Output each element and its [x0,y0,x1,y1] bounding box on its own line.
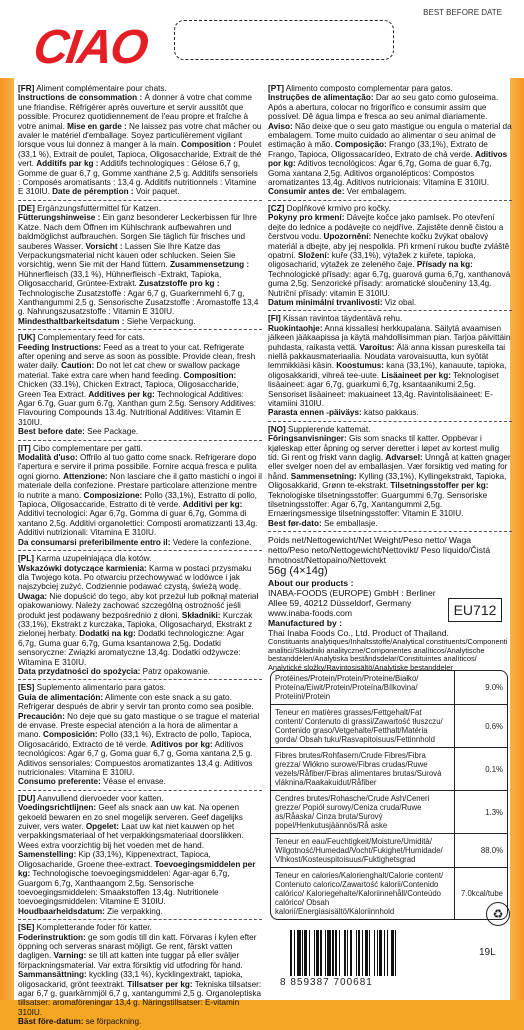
section-text: [ES] Suplemento alimentario para gatos. Guía de alimentación: Alimente con este snack a su gato. Refrigerar después de abrir y servir tan pronto como sea posible. Precaución: No deje que su gato mastique o se trague el material de envase. Preste especial atención a la hora de alimentar a mano. Composición: Pollo (33,1 %), Extracto de pollo, Tapioca, Oligosacárido, Extracto de té verde. Aditivos por kg: Aditivos tecnológicos: Agar 6,7 g, Goma guar 6,7 g, Goma xantana 2,5 g. Aditivos sensoriales: Compuestos aromatizantes 13,4 g. Aditivos nutricionales: Vitamina E 310IU. Consumo preferente: Véase el envase. [18,683,260,787]
about-label: About our products : [268,578,354,589]
manufactured-label: Manufactured by : [268,618,343,629]
section-separator [268,310,512,311]
section-separator [268,531,512,532]
section-text: [FI] Kissan ravintoa täydentävä rehu. Ruokintaohje: Anna kissallesi herkkupalana. Säilytä avaamisen jälkeen jääkaapissa ja käytä mahdollisimman pian. Tarjoa päivittäin puhdasta, raikasta vettä. Varoitus: Älä anna kissan pureskella tai niellä pakkausmateriaalia. Noudata varovaisuutta, kun syötät lemmikkiäsi käsin. Koostumus: kana (33,1%), kanauute, tapioka, oligosakkaridi, vihreä tee-uute. Lisäaineet per kg: Teknologiset lisäaineet: agar 6,7g, guarkumi 6,7g, ksantaanikumi 2,5g. Sensoriset lisäaineet: makuaineet 13,4g. Ravintolisäaineet: E-vitamiini 310IU. Parasta ennen -päiväys: katso pakkaus. [268,314,511,418]
section-text: [CZ] Doplňkové krmivo pro kočky. Pokyny pro krmení: Dávejte kočce jako pamlsek. Po otevření dejte do lednice a podávejte co nejdříve. Zajistěte denně čistou a čerstvou vodu. Upozornění: Nenechte kočku žvýkat obalový materiál a dbejte, aby jej nespolkla. Při krmení rukou buďte zvláště opatrní. Složení: kuře (33,1%), výtažek z kuřete, tapioka, oligosacharid, výtažek ze zeleného čaje. Přísady na kg: Technologické přísady: agar 6,7g, guarová guma 6,7g, xanthanová guma 2,5g. Senzorické přísady: aromatické sloučeniny 13,4g. Nutriční přísady: vitamin E 310IU. Datum minimální trvanlivosti: Viz obal. [268,203,511,307]
section-separator [18,200,262,201]
left-section [18,444,262,547]
right-orange-border [510,78,524,1000]
left-orange-border [0,78,14,1000]
nutrition-label: Protéines/Protein/Protein/Proteine/Białko/ Proteína/Eiwit/Protein/Proteína/Bílkovina/ Proteiini/Protein [275,674,419,701]
left-section [18,554,262,676]
barcode-number: 8 859387 700681 [280,977,373,988]
about-company: INABA-FOODS (EUROPE) GmbH : Berliner Allee 59, 40212 Düsseldorf, Germany www.inaba-foods.com [268,588,436,619]
section-separator [18,329,262,330]
right-section [268,314,512,417]
nutrition-value: 0.1% [454,748,507,790]
right-section [268,204,512,307]
nutrition-label: Cendres brutes/Rohasche/Crude Ash/Ceneri grezze/ Popiół surowy/Ceniza cruda/Ruwe as/Råaska/ Cinza bruta/Surový popel/Henkutusjäännös/Rå aske [275,794,430,830]
best-before-box [174,20,394,60]
nutrition-value: 0.6% [454,705,507,747]
recycle-icon: ♻ [486,902,510,926]
left-section [18,794,262,916]
nutrition-row [271,705,507,748]
left-column [18,84,262,1030]
recycling-code: 19L [479,947,496,958]
net-weight-value: 56g (4×14g) [268,565,328,578]
barcode [290,930,460,976]
right-column [268,84,512,673]
nutrition-table [270,670,508,920]
nutrition-label: Teneur en calories/Kalorienghalt/Calorie content/ Contenuto calorico/Zawartość kalorii/Contenido calórico/ Kaloriegehalte/Kaloriinnehåll/Conteúdo calórico/ Obsah kalorií/Energiasisältö/Kaloriinnhold [275,871,444,916]
left-section [18,333,262,436]
section-separator [268,200,512,201]
section-text: [DU] Aanvullend diervoeder voor katten. Voedingsrichtlijnen: Geef als snack aan uw kat. Na openen gekoeld bewaren en zo snel mogelijk serveren. Geef dagelijks zuiver, vers water. Opgelet: Laat uw kat niet kauwen op het verpakkingsmateriaal of het verpakkingsmateriaal doorslikken. Wees extra voorzichtig bij het voeden met de hand. Samenstelling: Kip (33,1%), Kippenextract, Tapioca, Oligosacharide, Groene thee-extract. Toevoegingsmiddelen per kg: Technologische toevoegingsmiddelen: Agar-agar 6,7g, Guargom 6,7g, Xanthaangom 2,5g. Sensorische toevoegingsmiddelen: Smaakstoffen 13,4g. Nutritionele toevoegingsmiddelen: Vitamine E 310IU. Houdbaarheidsdatum: Zie verpakking. [18,793,256,916]
net-weight-label: Poids net/Nettogewicht/Net Weight/Peso netto/ Waga netto/Peso neto/Nettogewicht/Nettovikt/ Peso líquido/Čistá hmotnost/Nettopaino/Nettovekt [268,535,491,566]
section-text: [UK] Complementary feed for cats. Feeding Instructions: Feed as a treat to your cat. Refrigerate after opening and serve as soon as possible. Provide clean, fresh water daily. Caution: Do not let cat chew or swallow package material. Take extra care when hand feeding. Composition: Chicken (33.1%), Chicken Extract, Tapioca, Oligosaccharide, Green Tea Extract. Additives per kg: Technological Additives: Agar 6.7g, Guar gum 6.7g, Xanthan gum 2.5g. Sensory Additives: Flavouring Compounds 13.4g. Nutritional Additives: Vitamin E 310IU. Best before date: See Package. [18,333,257,437]
nutrition-value: 7.0kcal/tube [454,868,507,919]
manufacturer: Thai Inaba Foods Co., Ltd. Product of Thailand. [268,628,449,639]
right-section [268,84,512,197]
nutrition-value: 1.3% [454,791,507,833]
nutrition-row [271,834,507,868]
left-section [18,923,262,1026]
eu-code: EU712 [448,598,502,622]
left-section [18,204,262,326]
left-section [18,683,262,786]
section-separator [18,790,262,791]
section-text: [IT] Cibo complementare per gatti. Modalità d'uso: Offrilo al tuo gatto come snack. Refrigerare dopo l'apertura e servire il prima possibile. Fornire acqua fresca e pulita ogni giorno. Attenzione: Non lasciare che il gatto mastichi o ingoi il materiale della confezione. Prestare particolare attenzione mentre lo nutrite a mano. Composizione: Pollo (33,1%), Estratto di pollo, Tapioca, Oligosaccaride, Estratto di tè verde. Additivi per kg: Additivi tecnologici: Agar 6,7g, Gomma di guar 6,7g, Gomma di xantano 2,5g. Additivi organolettici: Composti aromatizzanti 13,4g. Additivi nutrizionali: Vitamina E 310IU. Da consumarsi preferibilmente entro il: Vedere la confezione. [18,443,262,547]
section-text: [PT] Alimento composto complementar para gatos. Instruções de alimentação: Dar ao seu gato como guloseima. Após a abertura, colocar no frigorífico e consumir assim que possível. Dê água limpa e fresca ao seu animal diariamente. Aviso: Não deixe que o seu gato mastigue ou engula o material da embalagem. Tome muito cuidado ao alimentar o seu animal de estimação à mão. Composição: Frango (33,1%), Extrato de Frango, Tapioca, Oligossacarídeo, Extrato de chá verde. Aditivos por kg: Aditivos tecnológicos: Ágar 6,7g, Goma de guar 6,7g, Goma xantana 2,5g. Aditivos organolépticos: Compostos aromatizantes 13,4g. Aditivos nutricionais: Vitamina E 310IU. Consumir antes de: Ver embalagem. [268,84,512,197]
nutrition-value: 88.0% [454,834,507,867]
right-section [268,425,512,528]
best-before-label: BEST BEFORE DATE [423,8,502,17]
nutrition-row [271,748,507,791]
nutrition-row [271,671,507,705]
nutrition-row [271,868,507,919]
section-text: [SE] Kompletterande foder för katter. Foderinstruktion: ge som godis till din katt. Förvaras i kylen efter öppning och serveras snarast möjligt. Ge rent, färskt vatten dagligen. Varning: se till att katten inte tuggar på eller sväljer förpackningsmaterial. Var extra försiktig vid utfodring för hand. Sammansättning: kyckling (33,1 %), kycklingextrakt, tapioka, oligosackarid, grönt teextrakt. Tillsatser per kg: Tekniska tillsatser: agar 6,7 g, guarkärnmjöl 6,7 g, xantangummi 2,5 g. Organoleptiska tillsatser: aromaföreningar 13,4 g. Näringstillsatser: E-vitamin 310IU. Bäst före-datum: se förpackning. [18,923,262,1027]
section-separator [268,421,512,422]
section-separator [18,550,262,551]
section-text: [NO] Supplerende kattemat. Fôringsanvisninger: Gis som snacks til katter. Oppbevar i kjøleskap etter åpning og server deretter i løpet av kortest mulig tid. Gi rent og friskt vann daglig. Advarsel: Unngå at katten gnager eller svelger noen del av emballasjen. Vær forsiktig ved mating for hånd. Sammensetning: Kylling (33,1%), Kyllingekstrakt, Tapioka, Oligosakkarid, Grønn te-ekstrakt. Tilsetningsstoffer per kg: Teknologiske tilsetningsstoffer: Guargummi 6,7g. Sensoriske tilsetningsstoffer: Agar 6,7g, Xantangummi 2,5g. Ernæringsmessige tilsetningsstoffer: Vitamin E 310IU. Best før-dato: Se emballasje. [268,424,511,528]
section-separator [18,440,262,441]
barcode-bar [396,930,398,976]
section-separator [18,919,262,920]
section-text: [FR] Aliment complémentaire pour chats. Instructions de consommation : À donner à votre chat comme une friandise. Réfrigérer après ouverture et servir aussitôt que possible. Procurez quotidiennement de l'eau propre et fraîche à votre animal. Mise en garde : Ne laissez pas votre chat mâcher ou avaler le matériel d'emballage. Soyez particulièrement vigilant lorsque vous lui donnez à manger à la main. Composition : Poulet (33,1 %), Extrait de poulet, Tapioca, Oligosaccharide, Extrait de thé vert. Additifs par kg : Additifs technologiques : Gélose 6,7 g, Gomme de guar 6,7 g, Gomme xanthane 2,5 g. Additifs sensoriels : Composés aromatisants : 13,4 g. Additifs nutritionnels : Vitamine E 310IU. Date de péremption : Voir paquet. [18,84,262,197]
section-text: [PL] Karma uzupełniająca dla kotów. Wskazówki dotyczące karmienia: Karma w postaci przysmaku dla Twojego kota. Po otwarciu przechowywać w lodówce i jak najszybciej zużyć. Codziennie podawać czystą, świeżą wodę. Uwaga: Nie dopuścić do tego, aby kot przeżuł lub połknął materiał opakowaniowy. Należy zachować szczególną ostrożność jeśli produkt jest podawany bezpośrednio z dłoni. Składniki: Kurczak (33,1%), Ekstrakt z kurczaka, Tapioka, Oligosacharyd, Ekstrakt z zielonej herbaty. Dodatki na kg: Dodatki technologiczne: Agar 6,7g, Guma guar 6,7g, Guma ksantanowa 2,5g. Dodatki sensoryczne: Związki aromatyczne 13,4g. Dodatki odżywcze: Witamina E 310IU. Data przydatności do spożycia: Patrz opakowanie. [18,554,259,676]
section-separator [18,679,262,680]
nutrition-label: Teneur en matières grasses/Fettgehalt/Fat content/ Contenuto di grassi/Zawartość tłuszczu/ Contenido graso/Vetgehalte/Fetthalt/Matéria gorda/ Obsah tuku/Rasvapitoisuus/Fettinnhold [275,708,443,744]
nutrition-value: 9.0% [454,671,507,704]
nutrition-label: Fibres brutes/Rohfasern/Crude Fibres/Fibra grezza/ Włókno surowe/Fibras crudas/Ruwe vezels/Råfiber/Fibras alimentares brutas/Surová vláknina/Raakakuidut/Råfiber [275,751,442,787]
nutrition-row [271,791,507,834]
constituents-label: Constituants analytiques/Inhaltsstoffe/Analytical constituents/Componenti analitici/Składniki analityczne/Componentes analíticos/Analytische bestanddelen/Analytiska beståndsdelar/Constituintes analíticos/ Analytické složky/Ravintosisältö/Analytiske bestanddeler [268,637,508,673]
section-text: [DE] Ergänzungsfuttermittel für Katzen. Fütterungshinweise : Ein ganz besonderer Leckerbissen für Ihre Katze. Nach dem Öffnen im Kühlschrank aufbewahren und baldmöglichst aufbrauchen. Sorgen Sie täglich für frisches und sauberes Wasser. Vorsicht : Lassen Sie Ihre Katze das Verpackungsmaterial nicht kauen oder schlucken. Seien Sie vorsichtig, wenn Sie mit der Hand füttern. Zusammensetzung : Hühnerfleisch (33,1 %), Hühnerfleisch -Extrakt, Tapioka, Oligosaccharid, Grüntee-Extrakt. Zusatzstoffe pro kg : Technologische Zusatzstoffe : Agar 6,7 g, Guarkernmehl 6,7 g, Xanthangummi 2,5 g. Sensorische Zusatzstoffe : Aromastoffe 13,4 g. Nahrungszusatzstoffe : Vitamin E 310IU. Mindesthaltbarkeitsdatum : Siehe Verpackung. [18,203,259,326]
ciao-logo: CIAO [30,21,150,74]
nutrition-label: Teneur en eau/Feuchtigkeit/Moisture/Umidità/ Wilgotność/Humedad/Vocht/Fukighet/Humidade/ Vlhkost/Kosteuspitoisuus/Fuktighetsgrad [275,837,443,864]
left-section [18,84,262,197]
